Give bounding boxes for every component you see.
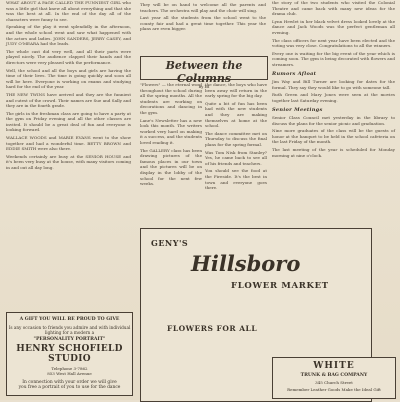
paragraph: Last year all the students from the school went to the county fair and had a great time together. This year the plans are even bigger.	[140, 15, 266, 32]
flower-market-label: FLOWER MARKET	[231, 281, 329, 291]
ad-subline: Is any occasion to friends you admire and with individual lighting for a modern a	[8, 325, 131, 335]
paragraph: Jim Way and Bill Turner are looking for dates for the formal. They say they would like to go with someone tall.	[272, 79, 395, 90]
hillsboro-logo: Hillsboro	[191, 251, 301, 276]
column-2-right	[205, 82, 267, 193]
banner-title: Between the Columns	[165, 59, 243, 85]
column-2-left	[140, 82, 202, 189]
studio-name: HENRY SCHOFIELD STUDIO	[16, 344, 123, 364]
studio-advertisement	[6, 312, 133, 396]
paragraph: Senior Class Council met yesterday in the library to discuss the plans for the senior picnic and graduation.	[272, 115, 395, 126]
paragraph: Lane's Newsletter has a new look this month. The writers worked very hard on making it a success, and the students loved reading it.	[140, 117, 202, 145]
studio-address: 853 West Hall Avenue	[47, 371, 92, 376]
paragraph: Was Tom Nisk from Stanley? Yes, he came back to see all of his friends and teachers.	[205, 149, 267, 166]
paragraph: The whole cast did very well, and all their parts were played nicely. The audience clapped their hands and the directors were very pleased with the performance.	[6, 48, 131, 65]
ad-portrait-title: "PERSONALITY PORTRAIT"	[33, 337, 106, 342]
senior-meetings-heading: Senior Meetings	[272, 106, 323, 113]
paragraph: Weekends certainly are busy at the SENIOR HOUSE and it's been very busy at the house, with many visitors coming in and out all day long.	[6, 153, 131, 171]
column-1	[6, 0, 131, 173]
ad-tagline: A GIFT YOU WILL BE PROUD TO GIVE	[19, 317, 120, 322]
paragraph: Lynn Hewlet in her black velvet dress looked lovely at the dance and Jack Woods was the perfect gentleman all evening.	[272, 18, 395, 35]
paragraph: THE NEW TWINS have arrived and they are the funniest and cutest of the crowd. Their names are Sue and Sally and they are in the fourth grade.	[6, 91, 131, 109]
paragraph: Nine more graduates of the class will be the guests of honor at the banquet to be held in the school cafeteria on the last Friday of the month.	[272, 128, 395, 145]
paragraph: the dance, the boys who have been away will return in the early spring for the big day.	[205, 82, 267, 99]
rumors-heading: Rumors Afloat	[272, 70, 317, 77]
ad-footer-2: you free a portrait of you to use for the dance	[18, 385, 121, 390]
paragraph: Quite a bit of fun has been had with the new students and they are making themselves at home at the school.	[205, 100, 267, 129]
column-2-top	[140, 2, 266, 34]
column-banner	[140, 56, 268, 89]
paragraph: The last meeting of the year is scheduled for Monday morning at nine o'clock.	[272, 147, 395, 158]
paragraph: Well, the school and all the boys and girls are having the time of their lives. The time is going quickly and soon all will be here. Everyone is working on exams and studying hard for the end of the year.	[6, 67, 131, 90]
paragraph: WALLACE WOODS and MARIE EVANS went to the show together and had a wonderful time. BETTY BROWN and EDDIE SMITH were also there.	[6, 135, 131, 152]
paragraph: Speaking of the play it went splendidly in the afternoon, and the whole school went and saw what happened with the actors and ladies. JOHN SANDERS, JERRY CASEY, and JUDY O'MEARA had the leads.	[6, 24, 131, 47]
company-address: 345 Church Street	[315, 380, 353, 385]
white-trunk-advertisement	[272, 357, 396, 399]
paragraph: The GALLERY class has been drawing pictures of the famous places in our town and the pictures will be on display in the lobby of the school for the next few weeks.	[140, 147, 202, 187]
paragraph: They will be on hand to welcome all the parents and teachers. The orchestra will play and the choir will sing.	[140, 2, 266, 13]
white-logo: WHITE	[313, 361, 355, 371]
geny-label: GENY'S	[151, 238, 189, 248]
ad-footer-1: In connection with your order we will give	[22, 380, 117, 385]
studio-phone: Telephone 3-7862	[51, 366, 88, 371]
company-name: TRUNK & BAG COMPANY	[300, 373, 368, 378]
paragraph: Every one is waiting for the big event of the year which is coming soon. The gym is being decorated with flowers and streamers.	[272, 50, 395, 67]
paragraph: The class officers for next year have been elected and the voting was very close. Congratulations to all the winners.	[272, 37, 395, 49]
paragraph: You should see the food at the Fireside. It's the best in town and everyone goes there.	[205, 168, 267, 191]
company-slogan: Remember Leather Goods Make the Ideal Gift	[287, 387, 381, 392]
paragraph: WHAT ABOUT A PAGE CALLED THE FUNNIEST GIRL who was a little girl that knew all about everything and that she was the best at all. In the end of the day all of the characters were funny to see.	[6, 0, 131, 22]
paragraph: "Flowers" — the eternal word throughout the school during all the spring months. All the students are working on decorations and dancing in the gym.	[140, 82, 202, 115]
paragraph: Ruth Green and Mary Jones were seen at the movies together last Saturday evening.	[272, 92, 395, 103]
paragraph: the story of the two students who visited the Colonial Theatre and came back with many new ideas for the drama club.	[272, 0, 395, 17]
column-3	[272, 0, 395, 160]
paragraph: The dance committee met on Thursday to discuss the final plans for the spring formal.	[205, 130, 267, 147]
flowers-for-all: FLOWERS FOR ALL	[167, 324, 258, 333]
paragraph: The girls in the freshman class are going to have a party at the gym on Friday evening and all the other classes are invited. It should be a great deal of fun and everyone is looking forward.	[6, 110, 131, 133]
banner-byline: By Ed	[198, 85, 210, 89]
